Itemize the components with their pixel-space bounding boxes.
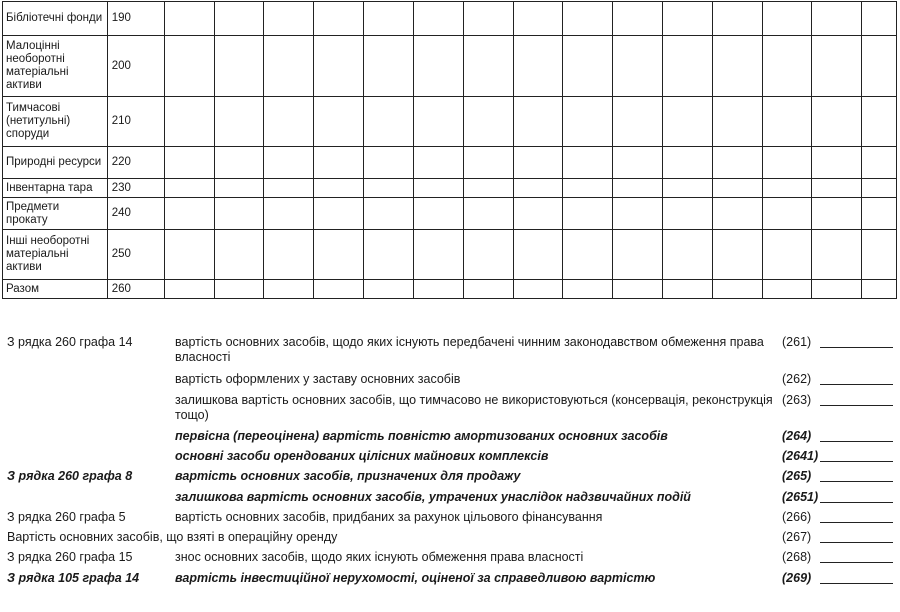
data-cell[interactable] xyxy=(513,97,563,147)
data-cell[interactable] xyxy=(214,179,264,198)
data-cell[interactable] xyxy=(513,147,563,179)
data-cell[interactable] xyxy=(463,230,513,280)
note-code: (269) xyxy=(782,571,812,585)
data-cell[interactable] xyxy=(214,198,264,230)
data-cell[interactable] xyxy=(314,97,364,147)
value-blank-line[interactable] xyxy=(820,384,893,385)
data-cell[interactable] xyxy=(662,2,712,36)
data-cell[interactable] xyxy=(463,2,513,36)
data-cell[interactable] xyxy=(264,147,314,179)
data-cell[interactable] xyxy=(662,280,712,299)
data-cell[interactable] xyxy=(662,230,712,280)
note-code: (268) xyxy=(782,550,812,564)
data-cell[interactable] xyxy=(662,147,712,179)
data-cell[interactable] xyxy=(264,198,314,230)
data-cell[interactable] xyxy=(413,2,463,36)
note-code: (261) xyxy=(782,335,812,349)
row-name: Разом xyxy=(3,280,108,299)
data-cell[interactable] xyxy=(264,2,314,36)
note-text: вартість основних засобів, щодо яких існують передбачені чинним законодавством обмеження права власності xyxy=(175,335,764,364)
data-cell[interactable] xyxy=(364,179,414,198)
data-cell[interactable] xyxy=(862,147,897,179)
data-cell[interactable] xyxy=(762,198,812,230)
value-blank-line[interactable] xyxy=(820,522,893,523)
data-cell[interactable] xyxy=(364,2,414,36)
data-cell[interactable] xyxy=(812,97,862,147)
data-cell[interactable] xyxy=(812,2,862,36)
data-cell[interactable] xyxy=(513,230,563,280)
data-cell[interactable] xyxy=(563,36,613,97)
note-text: вартість оформлених у заставу основних засобів xyxy=(175,372,461,386)
data-cell[interactable] xyxy=(314,230,364,280)
data-cell[interactable] xyxy=(314,147,364,179)
table-row xyxy=(3,179,897,198)
row-code: 190 xyxy=(107,2,164,36)
data-cell[interactable] xyxy=(264,97,314,147)
data-cell[interactable] xyxy=(513,198,563,230)
value-blank-line[interactable] xyxy=(820,347,893,348)
row-name: Тимчасові (нетитульні) споруди xyxy=(3,97,108,147)
data-cell[interactable] xyxy=(264,179,314,198)
data-cell[interactable] xyxy=(862,2,897,36)
data-cell[interactable] xyxy=(164,147,214,179)
data-cell[interactable] xyxy=(463,36,513,97)
data-cell[interactable] xyxy=(214,147,264,179)
data-cell[interactable] xyxy=(812,280,862,299)
data-cell[interactable] xyxy=(613,36,663,97)
data-cell[interactable] xyxy=(314,2,364,36)
row-name: Інвентарна тара xyxy=(3,179,108,198)
data-cell[interactable] xyxy=(762,36,812,97)
data-cell[interactable] xyxy=(563,147,613,179)
data-cell[interactable] xyxy=(413,179,463,198)
table-row xyxy=(3,147,897,179)
note-label: З рядка 105 графа 14 xyxy=(7,571,140,585)
data-cell[interactable] xyxy=(463,280,513,299)
note-label: Вартість основних засобів, що взяті в операційну оренду xyxy=(7,530,338,544)
data-cell[interactable] xyxy=(712,230,762,280)
data-cell[interactable] xyxy=(463,198,513,230)
value-blank-line[interactable] xyxy=(820,542,893,543)
row-name: Природні ресурси xyxy=(3,147,108,179)
data-cell[interactable] xyxy=(314,280,364,299)
data-cell[interactable] xyxy=(164,179,214,198)
row-code: 240 xyxy=(107,198,164,230)
note-text: первісна (переоцінена) вартість повністю амортизованих основних засобів xyxy=(175,429,668,443)
data-cell[interactable] xyxy=(613,2,663,36)
note-code: (2651) xyxy=(782,490,819,504)
data-cell[interactable] xyxy=(413,230,463,280)
data-cell[interactable] xyxy=(513,36,563,97)
data-cell[interactable] xyxy=(364,280,414,299)
row-code: 210 xyxy=(107,97,164,147)
note-label: З рядка 260 графа 14 xyxy=(7,335,133,349)
data-cell[interactable] xyxy=(364,198,414,230)
data-cell[interactable] xyxy=(214,97,264,147)
note-code: (264) xyxy=(782,429,812,443)
note-code: (2641) xyxy=(782,449,819,463)
data-cell[interactable] xyxy=(413,147,463,179)
data-cell[interactable] xyxy=(264,280,314,299)
data-cell[interactable] xyxy=(563,280,613,299)
table-row xyxy=(3,97,897,147)
fixed-assets-table xyxy=(2,1,897,299)
data-cell[interactable] xyxy=(712,198,762,230)
data-cell[interactable] xyxy=(513,179,563,198)
note-label: З рядка 260 графа 8 xyxy=(7,469,133,483)
data-cell[interactable] xyxy=(762,2,812,36)
data-cell[interactable] xyxy=(413,36,463,97)
note-text: вартість основних засобів, придбаних за рахунок цільового фінансування xyxy=(175,510,603,524)
data-cell[interactable] xyxy=(164,198,214,230)
note-text: вартість основних засобів, призначених для продажу xyxy=(175,469,521,483)
note-code: (263) xyxy=(782,393,812,407)
data-cell[interactable] xyxy=(513,2,563,36)
note-text: залишкова вартість основних засобів, утрачених унаслідок надзвичайних подій xyxy=(175,490,691,504)
data-cell[interactable] xyxy=(712,2,762,36)
data-cell[interactable] xyxy=(862,179,897,198)
row-name: Малоцінні необоротні матеріальні активи xyxy=(3,36,108,97)
value-blank-line[interactable] xyxy=(820,583,893,584)
value-blank-line[interactable] xyxy=(820,441,893,442)
row-code: 230 xyxy=(107,179,164,198)
data-cell[interactable] xyxy=(563,97,613,147)
note-text: вартість інвестиційної нерухомості, оціненої за справедливою вартістю xyxy=(175,571,656,585)
data-cell[interactable] xyxy=(164,280,214,299)
table-row xyxy=(3,198,897,230)
note-text: основні засоби орендованих цілісних майнових комплексів xyxy=(175,449,549,463)
data-cell[interactable] xyxy=(214,36,264,97)
value-blank-line[interactable] xyxy=(820,502,893,503)
data-cell[interactable] xyxy=(862,198,897,230)
data-cell[interactable] xyxy=(762,280,812,299)
value-blank-line[interactable] xyxy=(820,481,893,482)
data-cell[interactable] xyxy=(214,280,264,299)
data-cell[interactable] xyxy=(712,97,762,147)
data-cell[interactable] xyxy=(712,179,762,198)
data-cell[interactable] xyxy=(812,230,862,280)
data-cell[interactable] xyxy=(762,179,812,198)
data-cell[interactable] xyxy=(214,2,264,36)
data-cell[interactable] xyxy=(314,36,364,97)
row-code: 260 xyxy=(107,280,164,299)
data-cell[interactable] xyxy=(662,36,712,97)
data-cell[interactable] xyxy=(613,280,663,299)
data-cell[interactable] xyxy=(314,179,364,198)
note-code: (262) xyxy=(782,372,812,386)
data-cell[interactable] xyxy=(164,2,214,36)
note-text: знос основних засобів, щодо яких існують обмеження права власності xyxy=(175,550,584,564)
data-cell[interactable] xyxy=(712,147,762,179)
data-cell[interactable] xyxy=(164,36,214,97)
data-cell[interactable] xyxy=(662,97,712,147)
note-label: З рядка 260 графа 5 xyxy=(7,510,126,524)
row-name: Предмети прокату xyxy=(3,198,108,230)
data-cell[interactable] xyxy=(364,97,414,147)
note-code: (265) xyxy=(782,469,812,483)
table-row xyxy=(3,36,897,97)
table-row xyxy=(3,230,897,280)
data-cell[interactable] xyxy=(264,230,314,280)
data-cell[interactable] xyxy=(613,179,663,198)
table-row xyxy=(3,280,897,299)
data-cell[interactable] xyxy=(762,97,812,147)
data-cell[interactable] xyxy=(613,97,663,147)
data-cell[interactable] xyxy=(364,36,414,97)
data-cell[interactable] xyxy=(364,230,414,280)
data-cell[interactable] xyxy=(164,230,214,280)
table-row xyxy=(3,2,897,36)
data-cell[interactable] xyxy=(463,147,513,179)
note-label: З рядка 260 графа 15 xyxy=(7,550,133,564)
data-cell[interactable] xyxy=(712,280,762,299)
data-cell[interactable] xyxy=(563,179,613,198)
value-blank-line[interactable] xyxy=(820,461,893,462)
data-cell[interactable] xyxy=(812,36,862,97)
data-cell[interactable] xyxy=(862,36,897,97)
note-code: (267) xyxy=(782,530,812,544)
row-code: 220 xyxy=(107,147,164,179)
data-cell[interactable] xyxy=(613,230,663,280)
data-cell[interactable] xyxy=(413,198,463,230)
row-code: 250 xyxy=(107,230,164,280)
data-cell[interactable] xyxy=(413,280,463,299)
data-cell[interactable] xyxy=(413,97,463,147)
data-cell[interactable] xyxy=(214,230,264,280)
data-cell[interactable] xyxy=(463,97,513,147)
data-cell[interactable] xyxy=(762,147,812,179)
note-code: (266) xyxy=(782,510,812,524)
data-cell[interactable] xyxy=(563,230,613,280)
data-cell[interactable] xyxy=(513,280,563,299)
data-cell[interactable] xyxy=(563,198,613,230)
data-cell[interactable] xyxy=(463,179,513,198)
note-text: залишкова вартість основних засобів, що тимчасово не використовуються (консервація, реконструкція тощо) xyxy=(175,393,773,422)
data-cell[interactable] xyxy=(613,147,663,179)
data-cell[interactable] xyxy=(613,198,663,230)
data-cell[interactable] xyxy=(812,198,862,230)
data-cell[interactable] xyxy=(862,280,897,299)
data-cell[interactable] xyxy=(862,97,897,147)
data-cell[interactable] xyxy=(164,97,214,147)
data-cell[interactable] xyxy=(862,230,897,280)
row-name: Інші необоротні матеріальні активи xyxy=(3,230,108,280)
value-blank-line[interactable] xyxy=(820,562,893,563)
data-cell[interactable] xyxy=(812,147,862,179)
data-cell[interactable] xyxy=(314,198,364,230)
data-cell[interactable] xyxy=(264,36,314,97)
data-cell[interactable] xyxy=(662,198,712,230)
data-cell[interactable] xyxy=(762,230,812,280)
data-cell[interactable] xyxy=(563,2,613,36)
data-cell[interactable] xyxy=(662,179,712,198)
row-code: 200 xyxy=(107,36,164,97)
data-cell[interactable] xyxy=(812,179,862,198)
value-blank-line[interactable] xyxy=(820,405,893,406)
row-name: Бібліотечні фонди xyxy=(3,2,108,36)
data-cell[interactable] xyxy=(364,147,414,179)
data-cell[interactable] xyxy=(712,36,762,97)
